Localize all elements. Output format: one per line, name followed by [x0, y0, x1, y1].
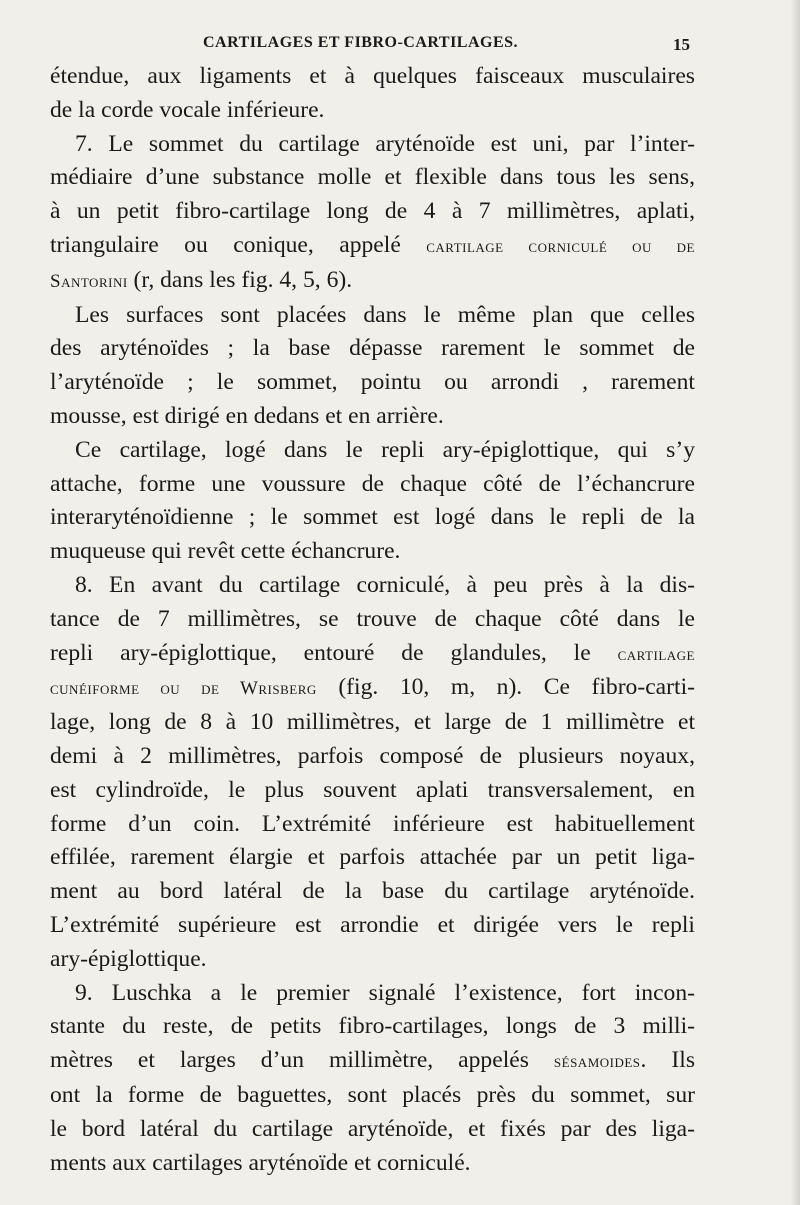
- text-line: muqueuse qui revêt cette échancrure.: [50, 538, 401, 565]
- text-line: forme d’un coin. L’extrémité inférieure est habituellement: [50, 810, 695, 837]
- text-line: ary-épiglottique.: [50, 945, 207, 972]
- small-caps-term: sésamoides: [553, 1051, 641, 1073]
- text-line: [50, 229, 695, 264]
- text-line: 8. En avant du cartilage corniculé, à peu près à la dis-: [75, 571, 695, 598]
- text-line: 7. Le sommet du cartilage aryténoïde est uni, par l’inter-: [75, 130, 695, 157]
- text-line: Ce cartilage, logé dans le repli ary-épiglottique, qui s’y: [75, 436, 695, 463]
- text-line: ment au bord latéral de la base du cartilage aryténoïde.: [50, 878, 695, 905]
- text-line: médiaire d’une substance molle et flexible dans tous les sens,: [50, 164, 695, 191]
- page-edge-shadow: [790, 0, 800, 1205]
- text-line: est cylindroïde, le plus souvent aplati transversalement, en: [50, 776, 695, 803]
- text-line: stante du reste, de petits fibro-cartilages, longs de 3 milli-: [50, 1013, 695, 1040]
- text-line: Les surfaces sont placées dans le même plan que celles: [75, 301, 695, 328]
- text-line: ont la forme de baguettes, sont placés près du sommet, sur: [50, 1081, 695, 1108]
- small-caps-term: cunéiforme ou de Wrisberg: [50, 678, 317, 700]
- text-line: [50, 637, 695, 672]
- text-run: . Ils: [640, 1047, 696, 1074]
- text-run: (r, dans les fig. 4, 5, 6).: [127, 266, 353, 293]
- text-line: ments aux cartilages aryténoïde et corniculé.: [50, 1149, 471, 1176]
- text-line: effilée, rarement élargie et parfois attachée par un petit liga-: [50, 844, 695, 871]
- text-line: l’aryténoïde ; le sommet, pointu ou arrondi , rarement: [50, 369, 695, 396]
- text-line: interaryténoïdienne ; le sommet est logé dans le repli de la: [50, 504, 695, 531]
- text-line: [50, 1044, 695, 1079]
- page-header: [0, 34, 800, 58]
- text-run: mètres et larges d’un millimètre, appelés: [50, 1047, 554, 1074]
- small-caps-term: Santorini: [50, 270, 128, 292]
- text-line: mousse, est dirigé en dedans et en arrière.: [50, 402, 444, 429]
- text-line: de la corde vocale inférieure.: [50, 96, 325, 123]
- body-text: [50, 60, 695, 1180]
- small-caps-term: cartilage corniculé ou de: [426, 235, 695, 257]
- text-line: étendue, aux ligaments et à quelques faisceaux musculaires: [50, 63, 695, 89]
- text-line: [50, 671, 695, 706]
- small-caps-term: cartilage: [617, 643, 695, 665]
- text-line: lage, long de 8 à 10 millimètres, et large de 1 millimètre et: [50, 709, 695, 736]
- running-head: CARTILAGES ET FIBRO-CARTILAGES.: [203, 34, 519, 51]
- text-line: [50, 264, 695, 299]
- text-line: tance de 7 millimètres, se trouve de chaque côté dans le: [50, 605, 695, 632]
- text-line: 9. Luschka a le premier signalé l’existence, fort incon-: [75, 979, 695, 1006]
- page-number: 15: [673, 35, 690, 54]
- text-line: L’extrémité supérieure est arrondie et dirigée vers le repli: [50, 911, 695, 938]
- text-line: le bord latéral du cartilage aryténoïde, et fixés par des liga-: [50, 1115, 695, 1142]
- text-line: demi à 2 millimètres, parfois composé de plusieurs noyaux,: [50, 742, 695, 769]
- text-line: à un petit fibro-cartilage long de 4 à 7 millimètres, aplati,: [50, 198, 695, 225]
- text-run: repli ary-épiglottique, entouré de glandules, le: [50, 639, 618, 666]
- text-line: des aryténoïdes ; la base dépasse rarement le sommet de: [50, 335, 695, 362]
- text-run: (fig. 10, m, n). Ce fibro-carti-: [316, 674, 695, 701]
- text-line: attache, forme une voussure de chaque côté de l’échancrure: [50, 470, 695, 497]
- text-run: triangulaire ou conique, appelé: [50, 231, 427, 258]
